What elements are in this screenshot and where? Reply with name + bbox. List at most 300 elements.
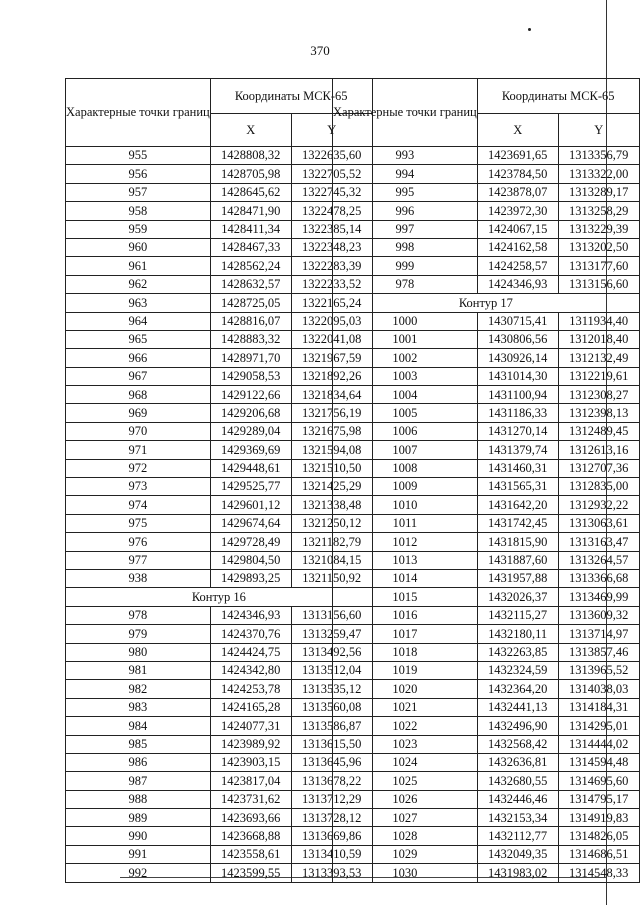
point-cell: 988 <box>66 790 211 808</box>
y-cell: 1313586,87 <box>291 717 372 735</box>
point-cell: 961 <box>66 257 211 275</box>
contour-label: Контур 16 <box>66 588 373 606</box>
table-row <box>333 404 640 422</box>
x-cell: 1424370,76 <box>210 625 291 643</box>
point-cell: 1008 <box>333 459 478 477</box>
table-row <box>333 496 640 514</box>
point-cell: 998 <box>333 238 478 256</box>
table-row <box>66 643 373 661</box>
x-cell: 1428808,32 <box>210 147 291 165</box>
table-row <box>333 257 640 275</box>
x-cell: 1424162,58 <box>477 238 558 256</box>
y-cell: 1314184,31 <box>558 698 639 716</box>
point-cell: 1006 <box>333 422 478 440</box>
point-cell: 999 <box>333 257 478 275</box>
table-row <box>333 147 640 165</box>
point-cell: 978 <box>66 606 211 624</box>
x-cell: 1429369,69 <box>210 441 291 459</box>
x-cell: 1430806,56 <box>477 330 558 348</box>
point-cell: 994 <box>333 165 478 183</box>
point-cell: 963 <box>66 294 211 312</box>
x-cell: 1428883,32 <box>210 330 291 348</box>
point-cell: 1012 <box>333 533 478 551</box>
x-cell: 1429525,77 <box>210 478 291 496</box>
y-cell: 1312219,61 <box>558 367 639 385</box>
point-cell: 987 <box>66 772 211 790</box>
point-cell: 984 <box>66 717 211 735</box>
y-cell: 1313714,97 <box>558 625 639 643</box>
point-cell: 973 <box>66 478 211 496</box>
y-cell: 1322635,60 <box>291 147 372 165</box>
table-row <box>66 275 373 293</box>
point-cell: 992 <box>66 864 211 882</box>
x-cell: 1432636,81 <box>477 753 558 771</box>
x-cell: 1431100,94 <box>477 386 558 404</box>
header-x: X <box>210 114 291 147</box>
y-cell: 1313229,39 <box>558 220 639 238</box>
x-cell: 1423817,04 <box>210 772 291 790</box>
header-point: Характерные точки границ <box>333 79 478 147</box>
table-row <box>333 386 640 404</box>
table-row <box>333 809 640 827</box>
point-cell: 1005 <box>333 404 478 422</box>
table-row <box>66 165 373 183</box>
y-cell: 1313535,12 <box>291 680 372 698</box>
x-cell: 1432364,20 <box>477 680 558 698</box>
point-cell: 982 <box>66 680 211 698</box>
y-cell: 1314038,03 <box>558 680 639 698</box>
x-cell: 1432026,37 <box>477 588 558 606</box>
x-cell: 1431186,33 <box>477 404 558 422</box>
y-cell: 1322041,08 <box>291 330 372 348</box>
x-cell: 1431983,02 <box>477 864 558 882</box>
y-cell: 1322478,25 <box>291 202 372 220</box>
table-row <box>66 330 373 348</box>
x-cell: 1424253,78 <box>210 680 291 698</box>
table-row <box>66 147 373 165</box>
point-cell: 1025 <box>333 772 478 790</box>
y-cell: 1312489,45 <box>558 422 639 440</box>
y-cell: 1313669,86 <box>291 827 372 845</box>
table-row <box>66 422 373 440</box>
x-cell: 1424346,93 <box>477 275 558 293</box>
x-cell: 1429728,49 <box>210 533 291 551</box>
table-row <box>66 257 373 275</box>
x-cell: 1432153,34 <box>477 809 558 827</box>
y-cell: 1311934,40 <box>558 312 639 330</box>
table-row <box>66 294 373 312</box>
point-cell: 972 <box>66 459 211 477</box>
y-cell: 1321510,50 <box>291 459 372 477</box>
y-cell: 1321250,12 <box>291 514 372 532</box>
x-cell: 1423693,66 <box>210 809 291 827</box>
y-cell: 1312835,00 <box>558 478 639 496</box>
table-row <box>333 459 640 477</box>
table-row <box>333 845 640 863</box>
point-cell: 1007 <box>333 441 478 459</box>
table-row <box>66 386 373 404</box>
y-cell: 1313366,68 <box>558 569 639 587</box>
x-cell: 1429893,25 <box>210 569 291 587</box>
table-row <box>66 514 373 532</box>
y-cell: 1313156,60 <box>558 275 639 293</box>
x-cell: 1428971,70 <box>210 349 291 367</box>
y-cell: 1313712,29 <box>291 790 372 808</box>
point-cell: 1015 <box>333 588 478 606</box>
y-cell: 1313202,50 <box>558 238 639 256</box>
y-cell: 1313410,59 <box>291 845 372 863</box>
table-row <box>333 625 640 643</box>
y-cell: 1313965,52 <box>558 661 639 679</box>
y-cell: 1313289,17 <box>558 183 639 201</box>
point-cell: 1027 <box>333 809 478 827</box>
point-cell: 979 <box>66 625 211 643</box>
table-row <box>333 330 640 348</box>
x-cell: 1429122,66 <box>210 386 291 404</box>
table-row <box>66 864 373 882</box>
point-cell: 1021 <box>333 698 478 716</box>
table-row <box>333 698 640 716</box>
point-cell: 1023 <box>333 735 478 753</box>
x-cell: 1423878,07 <box>477 183 558 201</box>
x-cell: 1432049,35 <box>477 845 558 863</box>
point-cell: 1019 <box>333 661 478 679</box>
point-cell: 962 <box>66 275 211 293</box>
y-cell: 1322233,52 <box>291 275 372 293</box>
x-cell: 1428411,34 <box>210 220 291 238</box>
table-row <box>333 772 640 790</box>
x-cell: 1432112,77 <box>477 827 558 845</box>
point-cell: 995 <box>333 183 478 201</box>
x-cell: 1423731,62 <box>210 790 291 808</box>
point-cell: 1011 <box>333 514 478 532</box>
y-cell: 1312132,49 <box>558 349 639 367</box>
point-cell: 1010 <box>333 496 478 514</box>
table-row <box>66 367 373 385</box>
point-cell: 1016 <box>333 606 478 624</box>
x-cell: 1431815,90 <box>477 533 558 551</box>
point-cell: 1024 <box>333 753 478 771</box>
x-cell: 1428705,98 <box>210 165 291 183</box>
point-cell: 990 <box>66 827 211 845</box>
y-cell: 1312018,40 <box>558 330 639 348</box>
point-cell: 1003 <box>333 367 478 385</box>
point-cell: 965 <box>66 330 211 348</box>
y-cell: 1321892,26 <box>291 367 372 385</box>
header-point: Характерные точки границ <box>66 79 211 147</box>
y-cell: 1322283,39 <box>291 257 372 275</box>
table-row <box>66 680 373 698</box>
y-cell: 1313177,60 <box>558 257 639 275</box>
y-cell: 1313163,47 <box>558 533 639 551</box>
point-cell: 1030 <box>333 864 478 882</box>
table-row <box>66 459 373 477</box>
point-cell: 1018 <box>333 643 478 661</box>
table-row <box>333 312 640 330</box>
y-cell: 1312308,27 <box>558 386 639 404</box>
x-cell: 1429804,50 <box>210 551 291 569</box>
x-cell: 1428471,90 <box>210 202 291 220</box>
coordinates-table-left <box>65 78 373 883</box>
point-cell: 985 <box>66 735 211 753</box>
y-cell: 1314686,51 <box>558 845 639 863</box>
point-cell: 991 <box>66 845 211 863</box>
table-row <box>333 220 640 238</box>
point-cell: 964 <box>66 312 211 330</box>
point-cell: 974 <box>66 496 211 514</box>
y-cell: 1314548,33 <box>558 864 639 882</box>
table-row <box>333 183 640 201</box>
table-row <box>66 845 373 863</box>
table-row <box>66 238 373 256</box>
table-row <box>66 625 373 643</box>
table-row <box>66 349 373 367</box>
y-cell: 1312398,13 <box>558 404 639 422</box>
table-row <box>66 735 373 753</box>
point-cell: 956 <box>66 165 211 183</box>
x-cell: 1423784,50 <box>477 165 558 183</box>
y-cell: 1313609,32 <box>558 606 639 624</box>
x-cell: 1431742,45 <box>477 514 558 532</box>
y-cell: 1322348,23 <box>291 238 372 256</box>
x-cell: 1428816,07 <box>210 312 291 330</box>
x-cell: 1432324,59 <box>477 661 558 679</box>
y-cell: 1322095,03 <box>291 312 372 330</box>
x-cell: 1428645,62 <box>210 183 291 201</box>
x-cell: 1423691,65 <box>477 147 558 165</box>
table-row <box>66 772 373 790</box>
x-cell: 1431642,20 <box>477 496 558 514</box>
table-row <box>66 606 373 624</box>
y-cell: 1322165,24 <box>291 294 372 312</box>
table-row <box>333 238 640 256</box>
y-cell: 1313678,22 <box>291 772 372 790</box>
table-row <box>66 496 373 514</box>
y-cell: 1321150,92 <box>291 569 372 587</box>
y-cell: 1321756,19 <box>291 404 372 422</box>
point-cell: 981 <box>66 661 211 679</box>
y-cell: 1313728,12 <box>291 809 372 827</box>
y-cell: 1313264,57 <box>558 551 639 569</box>
point-cell: 955 <box>66 147 211 165</box>
table-row <box>333 441 640 459</box>
table-row <box>333 661 640 679</box>
y-cell: 1314919,83 <box>558 809 639 827</box>
y-cell: 1312932,22 <box>558 496 639 514</box>
x-cell: 1431887,60 <box>477 551 558 569</box>
table-row <box>66 441 373 459</box>
x-cell: 1429601,12 <box>210 496 291 514</box>
y-cell: 1321338,48 <box>291 496 372 514</box>
table-row <box>66 220 373 238</box>
y-cell: 1321675,98 <box>291 422 372 440</box>
y-cell: 1313356,79 <box>558 147 639 165</box>
page-number: 370 <box>310 43 330 58</box>
y-cell: 1312613,16 <box>558 441 639 459</box>
table-row <box>333 533 640 551</box>
point-cell: 1022 <box>333 717 478 735</box>
table-row <box>333 551 640 569</box>
x-cell: 1424424,75 <box>210 643 291 661</box>
point-cell: 968 <box>66 386 211 404</box>
table-row <box>333 643 640 661</box>
x-cell: 1432115,27 <box>477 606 558 624</box>
x-cell: 1423903,15 <box>210 753 291 771</box>
table-row <box>333 735 640 753</box>
table-row <box>333 514 640 532</box>
x-cell: 1423989,92 <box>210 735 291 753</box>
y-cell: 1322385,14 <box>291 220 372 238</box>
point-cell: 978 <box>333 275 478 293</box>
point-cell: 1026 <box>333 790 478 808</box>
x-cell: 1432441,13 <box>477 698 558 716</box>
x-cell: 1432263,85 <box>477 643 558 661</box>
table-row <box>66 569 373 587</box>
point-cell: 993 <box>333 147 478 165</box>
table-row <box>333 680 640 698</box>
x-cell: 1424077,31 <box>210 717 291 735</box>
header-y: Y <box>558 114 639 147</box>
point-cell: 1009 <box>333 478 478 496</box>
point-cell: 971 <box>66 441 211 459</box>
point-cell: 1013 <box>333 551 478 569</box>
table-row <box>333 165 640 183</box>
point-cell: 1028 <box>333 827 478 845</box>
y-cell: 1313063,61 <box>558 514 639 532</box>
y-cell: 1321834,64 <box>291 386 372 404</box>
point-cell: 958 <box>66 202 211 220</box>
table-row <box>66 753 373 771</box>
point-cell: 969 <box>66 404 211 422</box>
point-cell: 1001 <box>333 330 478 348</box>
coordinates-table-right <box>332 78 640 883</box>
y-cell: 1313156,60 <box>291 606 372 624</box>
y-cell: 1314826,05 <box>558 827 639 845</box>
table-row <box>66 202 373 220</box>
y-cell: 1313393,53 <box>291 864 372 882</box>
header-coords: Координаты МСК-65 <box>477 79 639 114</box>
table-row <box>66 478 373 496</box>
x-cell: 1431014,30 <box>477 367 558 385</box>
speck-mark <box>528 28 531 31</box>
x-cell: 1428467,33 <box>210 238 291 256</box>
point-cell: 996 <box>333 202 478 220</box>
table-row <box>333 367 640 385</box>
contour-row <box>333 294 640 312</box>
y-cell: 1321967,59 <box>291 349 372 367</box>
table-row <box>66 809 373 827</box>
x-cell: 1432180,11 <box>477 625 558 643</box>
table-row <box>333 422 640 440</box>
table-row <box>66 827 373 845</box>
point-cell: 1029 <box>333 845 478 863</box>
x-cell: 1429058,53 <box>210 367 291 385</box>
point-cell: 957 <box>66 183 211 201</box>
x-cell: 1423668,88 <box>210 827 291 845</box>
x-cell: 1430926,14 <box>477 349 558 367</box>
x-cell: 1431379,74 <box>477 441 558 459</box>
point-cell: 970 <box>66 422 211 440</box>
table-row <box>333 275 640 293</box>
x-cell: 1429206,68 <box>210 404 291 422</box>
table-row <box>66 790 373 808</box>
table-row <box>66 551 373 569</box>
y-cell: 1321425,29 <box>291 478 372 496</box>
point-cell: 967 <box>66 367 211 385</box>
point-cell: 997 <box>333 220 478 238</box>
point-cell: 980 <box>66 643 211 661</box>
contour-row <box>66 588 373 606</box>
y-cell: 1314444,02 <box>558 735 639 753</box>
x-cell: 1431565,31 <box>477 478 558 496</box>
y-cell: 1321594,08 <box>291 441 372 459</box>
y-cell: 1313645,96 <box>291 753 372 771</box>
table-row <box>66 533 373 551</box>
point-cell: 975 <box>66 514 211 532</box>
point-cell: 983 <box>66 698 211 716</box>
point-cell: 989 <box>66 809 211 827</box>
x-cell: 1432680,55 <box>477 772 558 790</box>
y-cell: 1314795,17 <box>558 790 639 808</box>
point-cell: 1020 <box>333 680 478 698</box>
y-cell: 1313322,00 <box>558 165 639 183</box>
table-row <box>333 753 640 771</box>
table-row <box>333 864 640 882</box>
x-cell: 1424067,15 <box>477 220 558 238</box>
header-coords: Координаты МСК-65 <box>210 79 372 114</box>
table-row <box>333 349 640 367</box>
x-cell: 1432446,46 <box>477 790 558 808</box>
table-row <box>66 698 373 716</box>
x-cell: 1428725,05 <box>210 294 291 312</box>
table-row <box>333 790 640 808</box>
table-row <box>333 202 640 220</box>
point-cell: 986 <box>66 753 211 771</box>
y-cell: 1314594,48 <box>558 753 639 771</box>
x-cell: 1431957,88 <box>477 569 558 587</box>
x-cell: 1428562,24 <box>210 257 291 275</box>
x-cell: 1428632,57 <box>210 275 291 293</box>
x-cell: 1429289,04 <box>210 422 291 440</box>
point-cell: 1017 <box>333 625 478 643</box>
x-cell: 1429674,64 <box>210 514 291 532</box>
x-cell: 1432496,90 <box>477 717 558 735</box>
x-cell: 1424165,28 <box>210 698 291 716</box>
table-row <box>333 478 640 496</box>
point-cell: 960 <box>66 238 211 256</box>
point-cell: 977 <box>66 551 211 569</box>
point-cell: 1000 <box>333 312 478 330</box>
table-row <box>333 827 640 845</box>
y-cell: 1313259,47 <box>291 625 372 643</box>
y-cell: 1322705,52 <box>291 165 372 183</box>
x-cell: 1431270,14 <box>477 422 558 440</box>
x-cell: 1429448,61 <box>210 459 291 477</box>
table-row <box>66 312 373 330</box>
y-cell: 1313615,50 <box>291 735 372 753</box>
y-cell: 1321182,79 <box>291 533 372 551</box>
y-cell: 1313857,46 <box>558 643 639 661</box>
point-cell: 959 <box>66 220 211 238</box>
y-cell: 1312707,36 <box>558 459 639 477</box>
x-cell: 1423972,30 <box>477 202 558 220</box>
y-cell: 1313560,08 <box>291 698 372 716</box>
y-cell: 1314695,60 <box>558 772 639 790</box>
point-cell: 938 <box>66 569 211 587</box>
point-cell: 1004 <box>333 386 478 404</box>
table-row <box>66 661 373 679</box>
x-cell: 1432568,42 <box>477 735 558 753</box>
